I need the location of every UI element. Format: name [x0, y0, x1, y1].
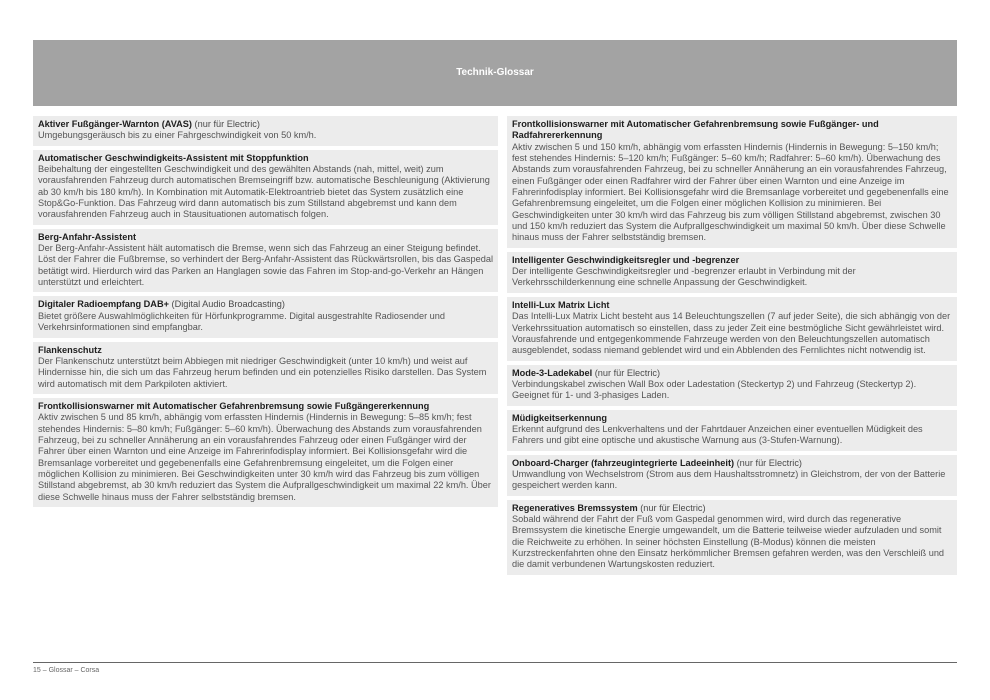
entry-note: (nur für Electric) [594, 367, 661, 378]
entry-description: Umgebungsgeräusch bis zu einer Fahrgeschwindigkeit von 50 km/h. [38, 130, 317, 141]
glossary-entry [33, 150, 498, 225]
entry-note: (nur für Electric) [736, 457, 802, 468]
entry-description: Bietet größere Auswahlmöglichkeiten für Hörfunkprogramme. Digital ausgestrahlte Radiosender und Verkehrsinformationen sind empfangbar. [38, 310, 446, 333]
entry-title: Frontkollisionswarner mit Automatischer Gefahrenbremsung sowie Fußgänger- und Radfahrererkennung [512, 119, 879, 141]
entry-description: Aktiv zwischen 5 und 150 km/h, abhängig vom erfassten Hindernis (Hindernis in Bewegung: 5–150 km/h; fest stehendes Hindernis: 5–120 km/h; Fußgänger: 5–60 km/h; Radfahrer: 5–60 km/h). Überwachung des Abstands zum vorausfahrenden Fahrzeug, bei zu schneller Annäherung an ein vorausfahrendes Fahrzeug, einen Fußgänger oder einen Radfahrer wird der Fahrer über einen Warnton und eine Anzeige im Fahrerinfodisplay informiert. Bei Kollisionsgefahr wird die Bremsanlage vorbereitet und gegebenenfalls eine Gefahrenbremsung eingeleitet, um die Folgen einer möglichen Kollision zu minimieren. Bei Geschwindigkeiten unter 30 km/h wird das Fahrzeug bis zum völligen Stillstand abgebremst, zwischen 30 und 150 km/h reduziert das System die Aufprallgeschwindigkeit um maximal 50 km/h. Über diese Schwelle hinaus muss der Fahrer selbstständig bremsen. [512, 141, 949, 243]
entry-title: Mode-3-Ladekabel [512, 367, 593, 378]
footer-page-info: 15 – Glossar – Corsa [33, 667, 100, 674]
glossary-entry [33, 398, 498, 507]
entry-description: Der intelligente Geschwindigkeitsregler und -begrenzer erlaubt in Verbindung mit der Verkehrsschilderkennung eine schnelle Anpassung der Geschwindigkeit. [512, 266, 856, 288]
glossary-entry [507, 297, 957, 361]
entry-title: Onboard-Charger (fahrzeugintegrierte Ladeeinheit) [512, 457, 735, 468]
entry-title: Aktiver Fußgänger-Warnton (AVAS) [38, 119, 192, 129]
entry-title: Flankenschutz [38, 344, 102, 355]
entry-title: Müdigkeitserkennung [512, 412, 607, 423]
entry-title: Digitaler Radioempfang DAB+ [38, 299, 169, 310]
entry-note: (Digital Audio Broadcasting) [171, 299, 285, 310]
page-header [33, 40, 957, 106]
glossary-entry [507, 116, 957, 248]
entry-title: Frontkollisionswarner mit Automatischer Gefahrenbremsung sowie Fußgängererkennung [38, 400, 430, 411]
glossary-column-left [33, 116, 498, 511]
glossary-entry [507, 410, 957, 451]
glossary-entry [507, 500, 957, 575]
entry-note: (nur für Electric) [640, 502, 706, 513]
entry-title: Berg-Anfahr-Assistent [38, 231, 137, 242]
entry-title: Automatischer Geschwindigkeits-Assistent mit Stoppfunktion [38, 152, 309, 163]
page-title: Technik-Glossar [456, 67, 534, 78]
entry-description: Das Intelli-Lux Matrix Licht besteht aus 14 Beleuchtungszellen (7 auf jeder Seite), die sich abhängig von der Verkehrssituation automatisch so einstellen, dass zu jeder Zeit eine bestmögliche Sicht gewährleistet wird. Vorausfahrende und entgegenkommende Fahrzeuge werden von den Beleuchtungszellen automatisch ausgeblendet, sodass niemand geblendet wird und ein Abblenden des Fernlichtes nicht notwendig ist. [512, 311, 951, 356]
entry-title: Intelligenter Geschwindigkeitsregler und -begrenzer [512, 254, 740, 265]
footer-divider [33, 662, 957, 663]
glossary-entry [33, 229, 498, 293]
entry-description: Der Flankenschutz unterstützt beim Abbiegen mit niedriger Geschwindigkeit (unter 10 km/h) und weist auf Hindernisse hin, die sich um das Fahrzeug herum befinden und ein potenzielles Risiko darstellen. Das System wird automatisch mit dem Parkpiloten aktiviert. [38, 355, 487, 389]
glossary-entry [507, 252, 957, 293]
glossary-entry [33, 342, 498, 394]
glossary-entry [507, 455, 957, 496]
glossary-entry [33, 296, 498, 337]
entry-description: Sobald während der Fahrt der Fuß vom Gaspedal genommen wird, wird durch das regenerative Bremssystem die kinetische Energie umgewandelt, um die Batterie teilweise wieder aufzuladen und somit die Reichweite zu erhöhen. In seiner höchsten Einstellung (B-Modus) können die meisten Kurzstreckenfahrten ohne den Einsatz herkömmlicher Bremsen gefahren werden, was den Verschleiß und die damit verbundenen Wartungskosten reduziert. [512, 513, 945, 570]
entry-title: Regeneratives Bremssystem [512, 502, 638, 513]
entry-description: Aktiv zwischen 5 und 85 km/h, abhängig vom erfassten Hindernis (Hindernis in Bewegung: 5–85 km/h; fest stehendes Hindernis: 5–80 km/h; Fußgänger: 5–60 km/h). Überwachung des Abstands zum vorausfahrenden Fahrzeug, bei zu schneller Annäherung an ein vorausfahrendes Fahrzeug oder einen Fußgänger wird der Fahrer über einen Warnton und eine Anzeige im Fahrerinfodisplay informiert. Bei Kollisionsgefahr wird die Bremsanlage vorbereitet und gegebenenfalls eine Gefahrenbremsung eingeleitet, um die Folgen einer möglichen Kollision zu minimieren. Bei Geschwindigkeiten unter 30 km/h wird das Fahrzeug bis zum völligen Stillstand abgebremst, ab 30 km/h reduziert das System die Aufprallgeschwindigkeit um maximal 22 km/h. Über diese Schwelle hinaus muss der Fahrer selbstständig bremsen. [38, 412, 491, 502]
entry-description: Verbindungskabel zwischen Wall Box oder Ladestation (Steckertyp 2) und Fahrzeug (Steckertyp 2). Geeignet für 1- und 3-phasiges Laden. [512, 378, 917, 401]
glossary-column-right [507, 116, 957, 579]
entry-description: Erkennt aufgrund des Lenkverhaltens und der Fahrtdauer Anzeichen einer eventuellen Müdigkeit des Fahrers und gibt eine optische und akustische Warnung aus (3-Stufen-Warnung). [512, 423, 923, 446]
entry-title: Intelli-Lux Matrix Licht [512, 299, 610, 310]
entry-description: Der Berg-Anfahr-Assistent hält automatisch die Bremse, wenn sich das Fahrzeug an einer Steigung befindet. Löst der Fahrer die Fußbremse, so verhindert der Berg-Anfahr-Assistent das Rückwärtsrollen, bis das Gaspedal betätigt wird. Hierdurch wird das Parken an Hanglagen sowie das Fahren im Stop-and-go-Verkehr an Hängen unterstützt und erleichtert. [38, 243, 493, 288]
entry-description: Beibehaltung der eingestellten Geschwindigkeit und des gewählten Abstands (nah, mittel, weit) zum vorausfahrenden Fahrzeug durch automatischen Bremseingriff bzw. automatische Beschleunigung (Aktivierung ab 30 km/h bis 180 km/h). In Kombination mit Automatik-Elektroantrieb bietet das System zusätzlich eine Stop&Go-Funktion. Das Fahrzeug wird dann automatisch bis zum Stillstand abgebremst und kann dem vorausfahrenden Fahrzeug auch in Stausituationen automatisch folgen. [38, 164, 490, 220]
glossary-entry [33, 116, 498, 146]
entry-note: (nur für Electric) [194, 119, 260, 129]
glossary-entry [507, 365, 957, 406]
entry-description: Umwandlung von Wechselstrom (Strom aus dem Haushaltsstromnetz) in Gleichstrom, der von der Batterie gespeichert werden kann. [512, 468, 946, 491]
